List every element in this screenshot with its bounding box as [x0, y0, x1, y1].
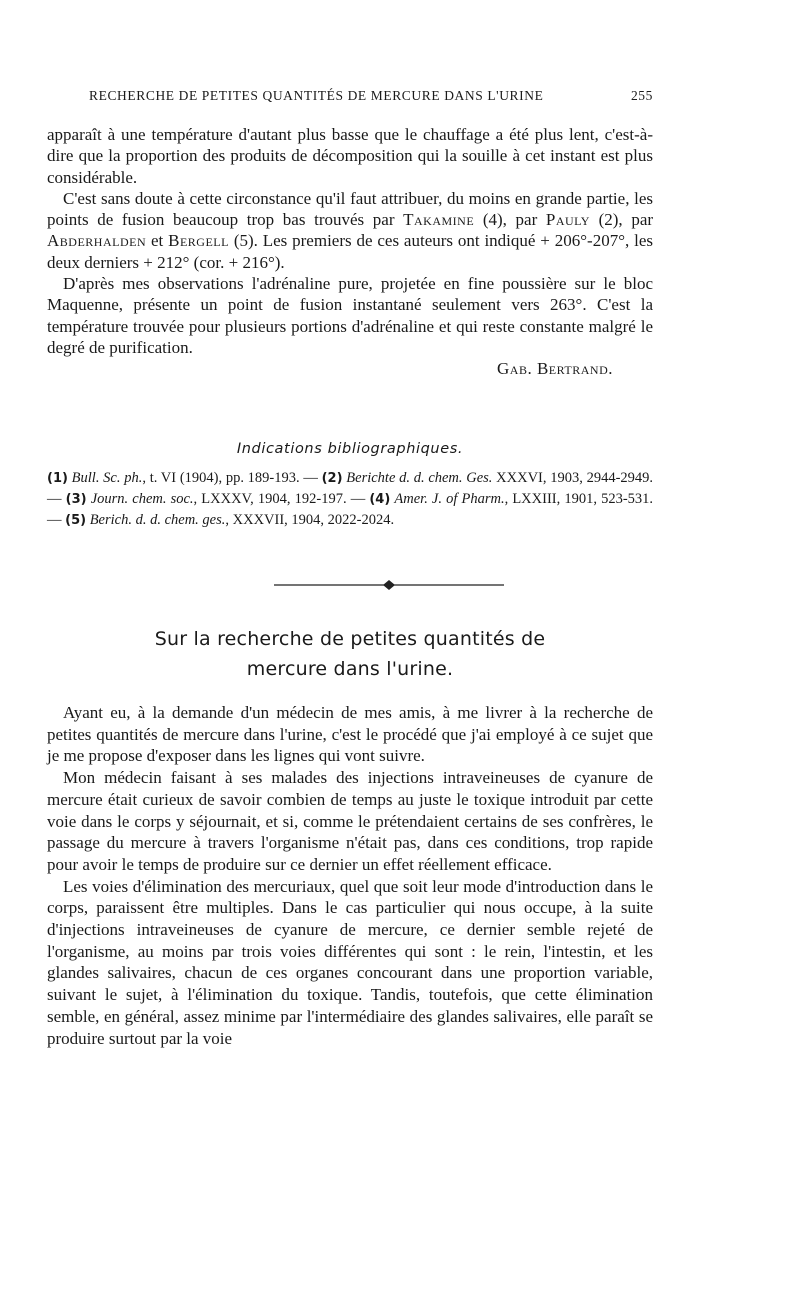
article-title-line: mercure dans l'urine. [246, 658, 454, 680]
ref-details: , LXXIII, 1901, 523-531. — [47, 491, 654, 528]
ref-details: , XXXVII, 1904, 2022-2024. [225, 512, 395, 528]
text-run: et [150, 231, 164, 251]
ref-details: , LXXXV, 1904, 192-197. — [193, 491, 366, 507]
bibliography [47, 468, 653, 531]
running-head-title: RECHERCHE DE PETITES QUANTITÉS DE MERCURE DANS L'URINE [89, 88, 544, 103]
author-name: Bergell [168, 231, 229, 251]
paragraph: apparaît à une température d'autant plus basse que le chauffage a été plus lent, c'est-à-dire que la proportion des produits de décomposition qui la souille à cet instant est plus considérable. [47, 125, 653, 187]
ref-source: Berich. d. d. chem. ges. [89, 512, 226, 528]
section-divider-ornament [274, 578, 504, 592]
ref-number: (4) [369, 492, 391, 507]
ref-details: XXXVI, 1903, 2944-2949. — [47, 470, 654, 507]
ref-number: (2) [321, 471, 343, 486]
ref-number: (5) [65, 513, 87, 528]
paragraph: Mon médecin faisant à ses malades des injections intraveineuses de cyanure de mercure était curieux de savoir combien de temps au juste le toxique introduit par cette voie dans le corps y séjournait, et si, comme le prétendaient certains de ses confrères, le passage du mercure à travers l'organisme n'était pas, dans ces conditions, trop rapide pour avoir le temps de produire sur ce dernier un effet réellement efficace. [47, 768, 653, 874]
article-title-line: Sur la recherche de petites quantités de [154, 628, 546, 650]
paragraph: Les voies d'élimination des mercuriaux, quel que soit leur mode d'introduction dans le corps, paraissent être multiples. Dans le cas particulier qui nous occupe, à la suite d'injections intraveineuses de cyanure de mercure, ce dernier semble rejeté de l'organisme, au moins par trois voies différentes qui sont : le rein, l'intestin, et les glandes salivaires, chacun de ces organes concourant dans une proportion variable, suivant le sujet, à l'élimination du toxique. Tandis, toutefois, que cette élimination semble, en général, assez minime par l'intermédiaire des glandes salivaires, elle paraît se produire surtout par la voie [47, 876, 653, 1048]
author-name: Takamine [403, 210, 475, 230]
ref-source: Berichte d. d. chem. Ges. [346, 470, 493, 486]
section-adrenaline-conclusion [47, 124, 653, 380]
paragraph [47, 188, 653, 273]
ref-source: Amer. J. of Pharm. [394, 491, 505, 507]
running-head [47, 88, 653, 108]
ref-source: Bull. Sc. ph. [71, 470, 143, 486]
text-run: (4), par [482, 210, 538, 230]
article-title [47, 624, 653, 684]
text-run: (2), par [598, 210, 654, 230]
ref-number: (1) [47, 471, 68, 486]
bibliography-heading: Indications bibliographiques. [236, 441, 464, 457]
paragraph: Ayant eu, à la demande d'un médecin de mes amis, à me livrer à la recherche de petites quantités de mercure dans l'urine, c'est le procédé que j'ai employé à ce sujet que je me propose d'exposer dans les lignes qui vont suivre. [47, 703, 653, 766]
ref-source: Journ. chem. soc. [90, 491, 194, 507]
text-run: (5). Les premiers de ces auteurs ont indiqué + 206°-207°, les deux derniers + 212° (cor. + 216°). [47, 231, 654, 272]
text-run: C'est sans doute à cette circonstance qu'il faut attribuer, du moins en grande partie, les points de fusion beaucoup trop bas trouvés par [47, 188, 653, 230]
ref-details: , t. VI (1904), pp. 189-193. — [142, 470, 318, 486]
page-number: 255 [630, 88, 653, 103]
paragraph: D'après mes observations l'adrénaline pure, projetée en fine poussière sur le bloc Maquenne, présente un point de fusion instantané seulement vers 263°. C'est la température trouvée pour plusieurs portions d'adrénaline et qui reste constante malgré le degré de purification. [47, 274, 653, 357]
article-body [47, 702, 653, 1049]
author-signature: Gab. Bertrand. [497, 359, 613, 379]
author-name: Abderhalden [47, 231, 147, 251]
author-name: Pauly [545, 210, 590, 230]
ref-number: (3) [65, 492, 87, 507]
